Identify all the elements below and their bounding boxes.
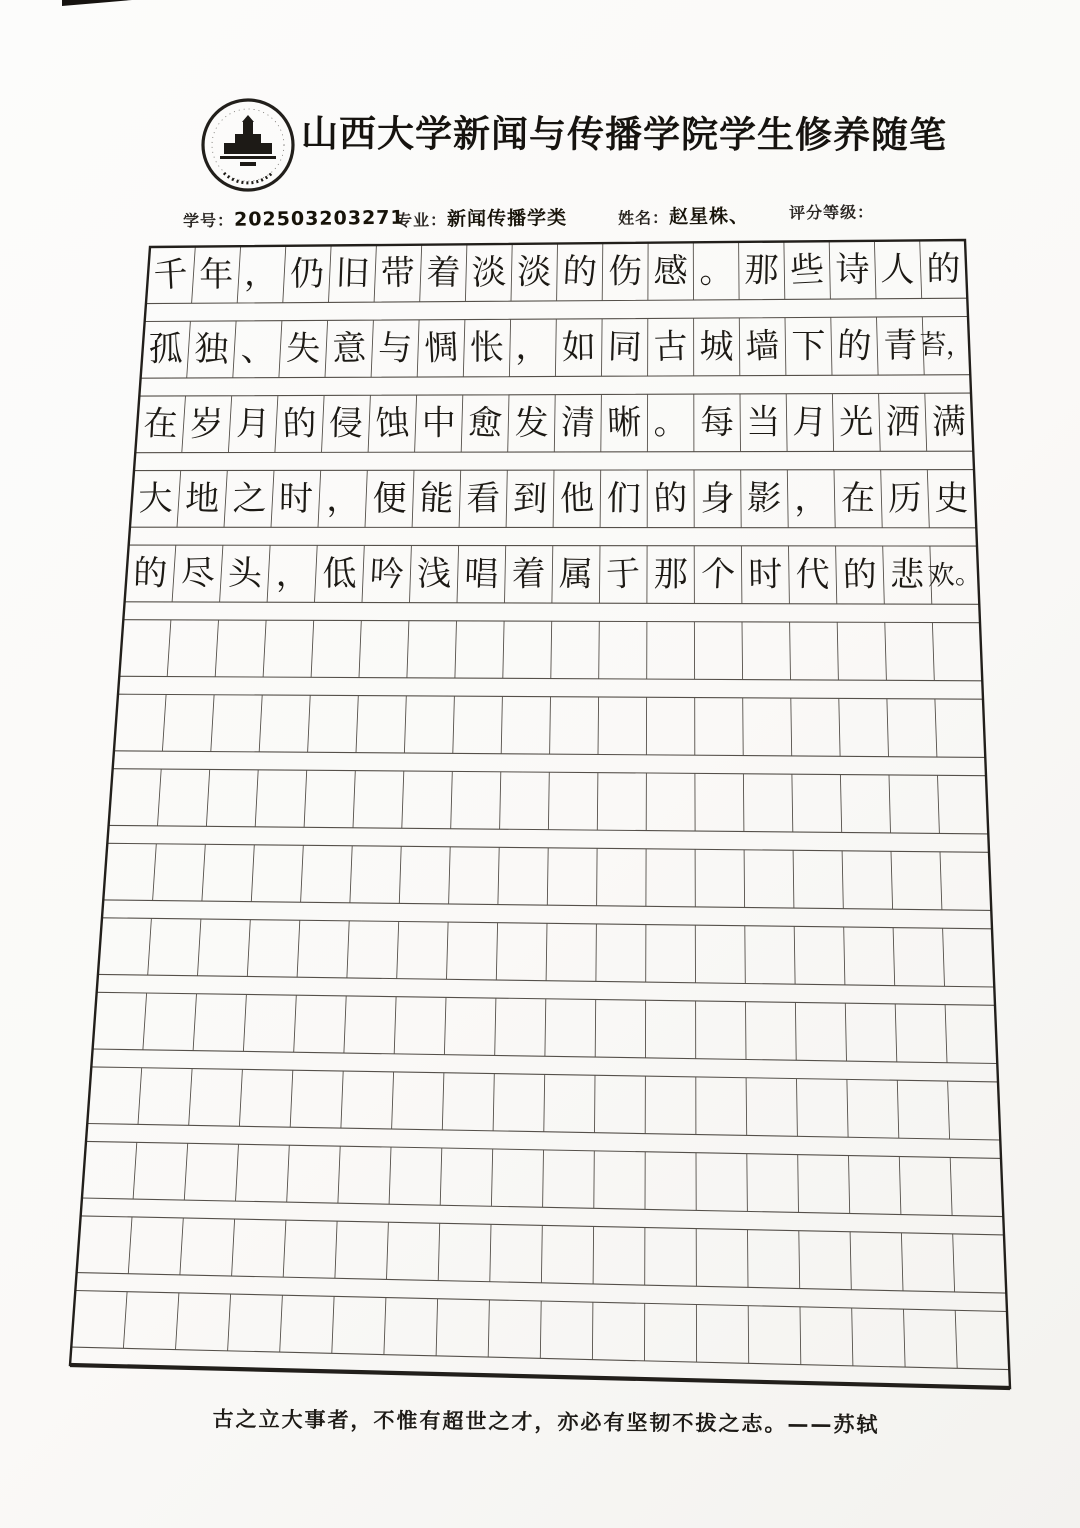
handwritten-character: 大 (138, 478, 173, 520)
handwritten-character: 着 (511, 553, 547, 595)
handwritten-character: 发 (514, 403, 549, 444)
handwritten-character: 感 (653, 250, 689, 292)
handwritten-character: 光 (838, 402, 874, 443)
handwritten-character: 头 (227, 553, 263, 594)
handwritten-character: 时 (278, 478, 314, 520)
handwritten-character: 到 (512, 478, 548, 520)
handwritten-character: 。 (653, 402, 689, 444)
handwritten-character: 悲 (889, 554, 925, 596)
handwritten-character: 失 (285, 328, 321, 370)
handwritten-character: 着 (426, 252, 461, 294)
handwritten-character: 他 (559, 478, 595, 520)
handwritten-character: 蚀 (374, 402, 411, 445)
handwritten-character: ， (514, 327, 551, 369)
major-value: 新闻传播学类 (446, 206, 568, 231)
handwritten-character: 中 (421, 403, 456, 444)
student-id-label: 学号： (182, 210, 235, 231)
handwritten-character: 淡 (470, 251, 507, 294)
handwritten-character: 惆 (423, 327, 460, 370)
handwritten-character: 影 (746, 477, 783, 520)
handwritten-character: 的 (561, 251, 598, 293)
student-id-value: 202503203271 (233, 206, 405, 231)
handwritten-character: 仍 (289, 253, 325, 295)
handwritten-character: 如 (561, 327, 597, 368)
handwritten-character: 古 (653, 326, 689, 368)
handwritten-character: 的 (842, 554, 878, 596)
handwritten-character: 墙 (744, 325, 781, 368)
name-value: 赵星株、 (668, 205, 750, 229)
handwritten-character: 看 (465, 478, 501, 520)
handwritten-character: 们 (606, 478, 642, 520)
handwritten-character: 些 (789, 249, 826, 292)
handwritten-character: ， (243, 253, 280, 296)
handwritten-character: 地 (184, 478, 220, 520)
handwritten-character: 的 (281, 403, 318, 445)
handwritten-character: 、 (240, 329, 275, 370)
handwritten-character: 千 (152, 254, 189, 296)
handwritten-character: 时 (747, 554, 783, 596)
handwritten-character: 个 (699, 553, 737, 596)
handwritten-character: 能 (418, 477, 455, 520)
handwritten-character: 吟 (368, 553, 405, 595)
handwritten-character: 尽 (179, 553, 216, 595)
handwritten-character: 那 (744, 250, 779, 291)
handwritten-character: ， (274, 552, 311, 595)
handwritten-character: 属 (558, 554, 594, 595)
handwritten-character: 欢。 (926, 558, 983, 593)
handwritten-character: 历 (887, 478, 923, 520)
handwritten-character: 满 (931, 401, 967, 443)
handwritten-character: 。 (698, 250, 734, 292)
handwritten-character: 带 (380, 252, 416, 294)
handwritten-character: 那 (653, 554, 688, 595)
handwritten-character: 伤 (607, 251, 643, 292)
handwritten-character: 诗 (835, 249, 870, 290)
handwritten-character: 苔， (918, 329, 974, 363)
handwritten-character: 的 (652, 477, 689, 520)
handwritten-character: 史 (934, 478, 970, 519)
handwritten-character: 愈 (467, 402, 504, 445)
handwritten-character: 的 (926, 249, 961, 290)
handwritten-character: 浅 (416, 553, 452, 595)
handwritten-character: 晰 (606, 402, 642, 444)
handwritten-character: 年 (199, 254, 234, 295)
handwritten-character: 唱 (463, 553, 500, 595)
footer-quote: 古之立大事者，不惟有超世之才，亦必有坚韧不拔之志。——苏轼 (212, 1407, 880, 1437)
handwritten-character: 侵 (328, 403, 364, 445)
handwritten-character: 人 (879, 248, 917, 291)
handwritten-character: 在 (840, 478, 876, 520)
handwritten-character: 孤 (148, 329, 183, 370)
handwritten-character: 在 (142, 403, 179, 446)
handwritten-character: 城 (699, 326, 734, 368)
handwritten-character: 独 (193, 328, 230, 371)
handwritten-character: ， (324, 478, 361, 520)
handwritten-character: 洒 (884, 401, 921, 443)
handwritten-character: 旧 (334, 253, 371, 295)
handwritten-character: 清 (560, 402, 596, 444)
handwritten-character: 岁 (189, 403, 225, 445)
handwritten-character: ， (793, 478, 829, 519)
handwritten-character: 怅 (470, 328, 504, 369)
handwritten-character: 与 (377, 328, 413, 369)
handwritten-character: 下 (791, 326, 826, 367)
handwritten-character: 的 (836, 325, 873, 368)
handwritten-character: 每 (699, 401, 736, 444)
handwritten-character: 同 (607, 326, 643, 368)
handwritten-character: 便 (372, 478, 407, 519)
handwritten-character: 意 (331, 328, 367, 370)
handwritten-character: 月 (791, 401, 828, 444)
page-title: 山西大学新闻与传播学院学生修养随笔 (300, 112, 948, 157)
handwritten-character: 的 (132, 552, 168, 595)
handwritten-character: 当 (746, 402, 781, 443)
handwritten-character: 淡 (517, 252, 552, 293)
handwritten-character: 月 (235, 403, 271, 445)
grid-bottom-border (70, 1365, 1010, 1388)
major-label: 专业： (395, 210, 448, 231)
handwritten-character: 于 (605, 553, 642, 596)
handwritten-character: 代 (794, 554, 831, 596)
handwritten-character: 之 (231, 478, 267, 520)
name-label: 姓名： (617, 208, 670, 228)
handwritten-character: 青 (882, 325, 918, 367)
handwritten-character: 身 (700, 478, 735, 519)
handwritten-character: 低 (322, 553, 357, 594)
grade-label: 评分等级： (788, 202, 875, 223)
